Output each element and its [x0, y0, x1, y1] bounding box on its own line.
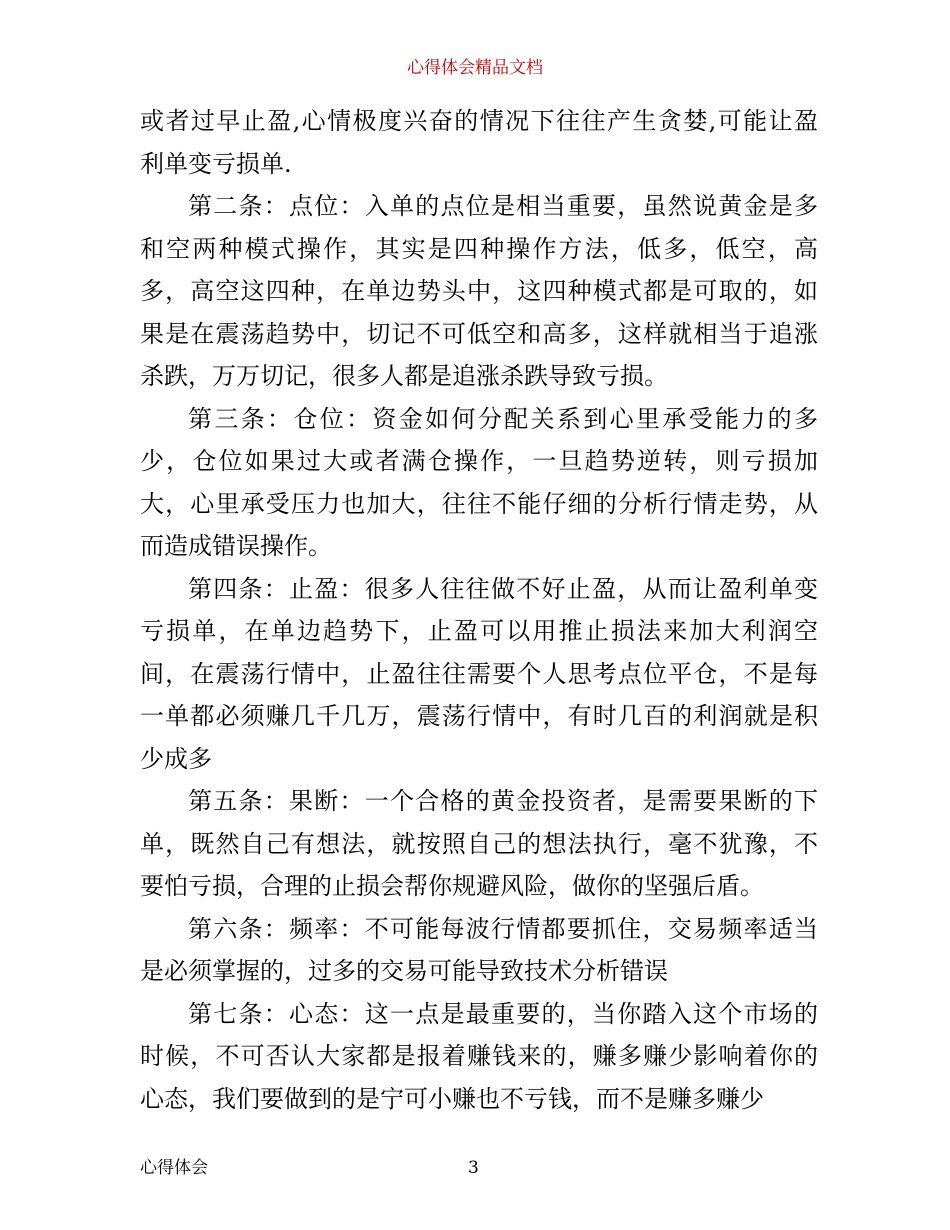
text-line: 利单变亏损单. [140, 149, 292, 178]
text-line: 而造成错误操作。 [140, 532, 332, 560]
page-number: 3 [468, 1158, 479, 1178]
text-line: 一单都必须赚几千几万，震荡行情中，有时几百的利润就是积 [140, 702, 818, 730]
text-line: 多，高空这四种，在单边势头中，这四种模式都是可取的，如 [140, 277, 818, 305]
text-line: 少，仓位如果过大或者满仓操作，一旦趋势逆转，则亏损加 [140, 447, 818, 475]
text-line: 时候，不可否认大家都是报着赚钱来的，赚多赚少影响着你的 [140, 1042, 818, 1070]
document-body [140, 100, 818, 1120]
text-line: 第七条：心态：这一点是最重要的，当你踏入这个市场的 [188, 999, 818, 1028]
text-line: 是必须掌握的，过多的交易可能导致技术分析错误 [140, 957, 668, 985]
text-line: 果是在震荡趋势中，切记不可低空和高多，这样就相当于追涨 [140, 319, 818, 348]
text-line: 第二条：点位：入单的点位是相当重要，虽然说黄金是多 [188, 192, 818, 220]
text-line: 和空两种模式操作，其实是四种操作方法，低多，低空，高 [140, 234, 818, 263]
text-line: 第五条：果断：一个合格的黄金投资者，是需要果断的下 [188, 787, 818, 815]
text-line: 第四条：止盈：很多人往往做不好止盈，从而让盈利单变 [188, 574, 818, 603]
text-line: 或者过早止盈,心情极度兴奋的情况下往往产生贪婪,可能让盈 [140, 107, 818, 135]
text-line: 第三条：仓位：资金如何分配关系到心里承受能力的多 [188, 404, 818, 433]
text-line: 间，在震荡行情中，止盈往往需要个人思考点位平仓，不是每 [140, 659, 818, 688]
text-line: 少成多 [140, 744, 212, 773]
text-line: 杀跌，万万切记，很多人都是追涨杀跌导致亏损。 [140, 362, 668, 390]
text-line: 第六条：频率：不可能每波行情都要抓住，交易频率适当 [188, 914, 818, 943]
text-line: 亏损单，在单边趋势下，止盈可以用推止损法来加大利润空 [140, 617, 818, 645]
text-line: 大，心里承受压力也加大，往往不能仔细的分析行情走势，从 [140, 489, 818, 518]
footer-label: 心得体会 [140, 1158, 208, 1178]
text-line: 要怕亏损，合理的止损会帮你规避风险，做你的坚强后盾。 [140, 872, 764, 900]
text-line: 心态，我们要做到的是宁可小赚也不亏钱，而不是赚多赚少 [140, 1084, 764, 1113]
text-line: 单，既然自己有想法，就按照自己的想法执行，毫不犹豫，不 [140, 829, 818, 858]
page-header-title: 心得体会精品文档 [407, 58, 543, 78]
